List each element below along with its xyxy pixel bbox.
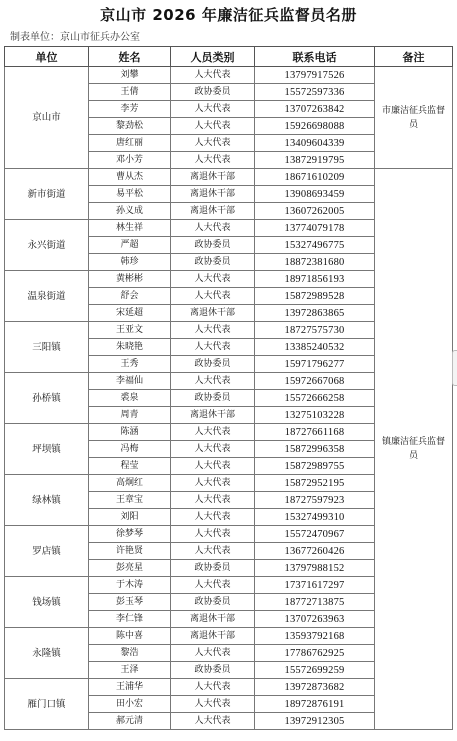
name-cell: 朱晓艳: [89, 339, 171, 356]
name-cell: 刘攀: [89, 67, 171, 84]
name-cell: 严超: [89, 237, 171, 254]
category-cell: 离退休干部: [171, 203, 255, 220]
name-cell: 郝元清: [89, 713, 171, 730]
remark-cell: 镇廉洁征兵监督员: [375, 169, 453, 730]
unit-cell: 三阳镇: [5, 322, 89, 373]
category-cell: 离退休干部: [171, 186, 255, 203]
category-cell: 政协委员: [171, 254, 255, 271]
name-cell: 于木涛: [89, 577, 171, 594]
name-cell: 唐红丽: [89, 135, 171, 152]
category-cell: 人大代表: [171, 288, 255, 305]
category-cell: 人大代表: [171, 645, 255, 662]
name-cell: 李福仙: [89, 373, 171, 390]
category-cell: 人大代表: [171, 118, 255, 135]
header-row: [5, 47, 453, 67]
unit-cell: 钱场镇: [5, 577, 89, 628]
name-cell: 李芳: [89, 101, 171, 118]
phone-cell: 15872952195: [255, 475, 375, 492]
unit-cell: 新市街道: [5, 169, 89, 220]
phone-cell: 18971856193: [255, 271, 375, 288]
name-cell: 舒会: [89, 288, 171, 305]
unit-cell: 孙桥镇: [5, 373, 89, 424]
phone-cell: 18671610209: [255, 169, 375, 186]
category-cell: 离退休干部: [171, 628, 255, 645]
phone-cell: 15572699259: [255, 662, 375, 679]
category-cell: 政协委员: [171, 594, 255, 611]
phone-cell: 13607262005: [255, 203, 375, 220]
name-cell: 黎劲松: [89, 118, 171, 135]
name-cell: 陈中喜: [89, 628, 171, 645]
phone-cell: 18772713875: [255, 594, 375, 611]
category-cell: 人大代表: [171, 441, 255, 458]
category-cell: 政协委员: [171, 560, 255, 577]
category-cell: 人大代表: [171, 713, 255, 730]
phone-cell: 18727597923: [255, 492, 375, 509]
category-cell: 人大代表: [171, 101, 255, 118]
name-cell: 刘阳: [89, 509, 171, 526]
name-cell: 程莹: [89, 458, 171, 475]
header-name: 姓名: [89, 47, 171, 67]
unit-cell: 雁门口镇: [5, 679, 89, 730]
roster-body: [5, 67, 453, 730]
phone-cell: 15572666258: [255, 390, 375, 407]
category-cell: 政协委员: [171, 390, 255, 407]
name-cell: 陈涵: [89, 424, 171, 441]
name-cell: 王泽: [89, 662, 171, 679]
name-cell: 彭亮星: [89, 560, 171, 577]
side-scroll-handle[interactable]: [452, 350, 457, 386]
category-cell: 人大代表: [171, 543, 255, 560]
category-cell: 人大代表: [171, 271, 255, 288]
document-title: 京山市 2026 年廉洁征兵监督员名册: [100, 6, 357, 24]
name-cell: 韩珍: [89, 254, 171, 271]
category-cell: 人大代表: [171, 696, 255, 713]
phone-cell: 15926698088: [255, 118, 375, 135]
phone-cell: 13677260426: [255, 543, 375, 560]
table-row: [5, 169, 453, 186]
phone-cell: 15972667068: [255, 373, 375, 390]
name-cell: 邓小芳: [89, 152, 171, 169]
category-cell: 人大代表: [171, 322, 255, 339]
phone-cell: 13908693459: [255, 186, 375, 203]
phone-cell: 13707263963: [255, 611, 375, 628]
header-category: 人员类别: [171, 47, 255, 67]
name-cell: 王秀: [89, 356, 171, 373]
category-cell: 人大代表: [171, 152, 255, 169]
category-cell: 人大代表: [171, 458, 255, 475]
phone-cell: 15327496775: [255, 237, 375, 254]
category-cell: 人大代表: [171, 577, 255, 594]
unit-cell: 温泉街道: [5, 271, 89, 322]
phone-cell: 13797917526: [255, 67, 375, 84]
unit-cell: 永兴街道: [5, 220, 89, 271]
name-cell: 许艳贤: [89, 543, 171, 560]
phone-cell: 17371617297: [255, 577, 375, 594]
category-cell: 人大代表: [171, 679, 255, 696]
category-cell: 政协委员: [171, 237, 255, 254]
category-cell: 人大代表: [171, 475, 255, 492]
phone-cell: 15572470967: [255, 526, 375, 543]
phone-cell: 13707263842: [255, 101, 375, 118]
roster-table: [4, 46, 453, 730]
phone-cell: 13409604339: [255, 135, 375, 152]
name-cell: 田小宏: [89, 696, 171, 713]
name-cell: 李仁锋: [89, 611, 171, 628]
category-cell: 人大代表: [171, 509, 255, 526]
unit-cell: 罗店镇: [5, 526, 89, 577]
phone-cell: 13972873682: [255, 679, 375, 696]
phone-cell: 15572597336: [255, 84, 375, 101]
name-cell: 黎浩: [89, 645, 171, 662]
phone-cell: 15872989528: [255, 288, 375, 305]
name-cell: 曹从杰: [89, 169, 171, 186]
header-phone: 联系电话: [255, 47, 375, 67]
phone-cell: 15327499310: [255, 509, 375, 526]
category-cell: 人大代表: [171, 373, 255, 390]
category-cell: 政协委员: [171, 356, 255, 373]
header-unit: 单位: [5, 47, 89, 67]
name-cell: 林生祥: [89, 220, 171, 237]
unit-cell: 永隆镇: [5, 628, 89, 679]
category-cell: 人大代表: [171, 135, 255, 152]
unit-cell: 京山市: [5, 67, 89, 169]
category-cell: 离退休干部: [171, 611, 255, 628]
category-cell: 人大代表: [171, 424, 255, 441]
name-cell: 宋延超: [89, 305, 171, 322]
unit-cell: 绿林镇: [5, 475, 89, 526]
category-cell: 人大代表: [171, 492, 255, 509]
name-cell: 裘泉: [89, 390, 171, 407]
phone-cell: 18727661168: [255, 424, 375, 441]
name-cell: 彭玉琴: [89, 594, 171, 611]
phone-cell: 13872919795: [255, 152, 375, 169]
category-cell: 人大代表: [171, 339, 255, 356]
phone-cell: 13972863865: [255, 305, 375, 322]
remark-cell: 市廉洁征兵监督员: [375, 67, 453, 169]
unit-cell: 坪坝镇: [5, 424, 89, 475]
category-cell: 离退休干部: [171, 305, 255, 322]
phone-cell: 15971796277: [255, 356, 375, 373]
phone-cell: 15872996358: [255, 441, 375, 458]
issuer-line: 制表单位：京山市征兵办公室: [10, 32, 140, 43]
phone-cell: 13972912305: [255, 713, 375, 730]
category-cell: 人大代表: [171, 526, 255, 543]
phone-cell: 13385240532: [255, 339, 375, 356]
category-cell: 人大代表: [171, 67, 255, 84]
name-cell: 黄彬彬: [89, 271, 171, 288]
name-cell: 高炯红: [89, 475, 171, 492]
name-cell: 周青: [89, 407, 171, 424]
phone-cell: 18727575730: [255, 322, 375, 339]
phone-cell: 13275103228: [255, 407, 375, 424]
category-cell: 离退休干部: [171, 407, 255, 424]
name-cell: 王浦华: [89, 679, 171, 696]
phone-cell: 13797988152: [255, 560, 375, 577]
phone-cell: 18972876191: [255, 696, 375, 713]
name-cell: 王倩: [89, 84, 171, 101]
table-row: [5, 67, 453, 84]
name-cell: 孙义成: [89, 203, 171, 220]
category-cell: 离退休干部: [171, 169, 255, 186]
category-cell: 人大代表: [171, 220, 255, 237]
name-cell: 易平松: [89, 186, 171, 203]
category-cell: 政协委员: [171, 662, 255, 679]
phone-cell: 17786762925: [255, 645, 375, 662]
phone-cell: 15872989755: [255, 458, 375, 475]
header-remark: 备注: [375, 47, 453, 67]
name-cell: 王亚文: [89, 322, 171, 339]
phone-cell: 13593792168: [255, 628, 375, 645]
phone-cell: 18872381680: [255, 254, 375, 271]
name-cell: 徐梦琴: [89, 526, 171, 543]
category-cell: 政协委员: [171, 84, 255, 101]
name-cell: 冯梅: [89, 441, 171, 458]
phone-cell: 13774079178: [255, 220, 375, 237]
name-cell: 王章宝: [89, 492, 171, 509]
